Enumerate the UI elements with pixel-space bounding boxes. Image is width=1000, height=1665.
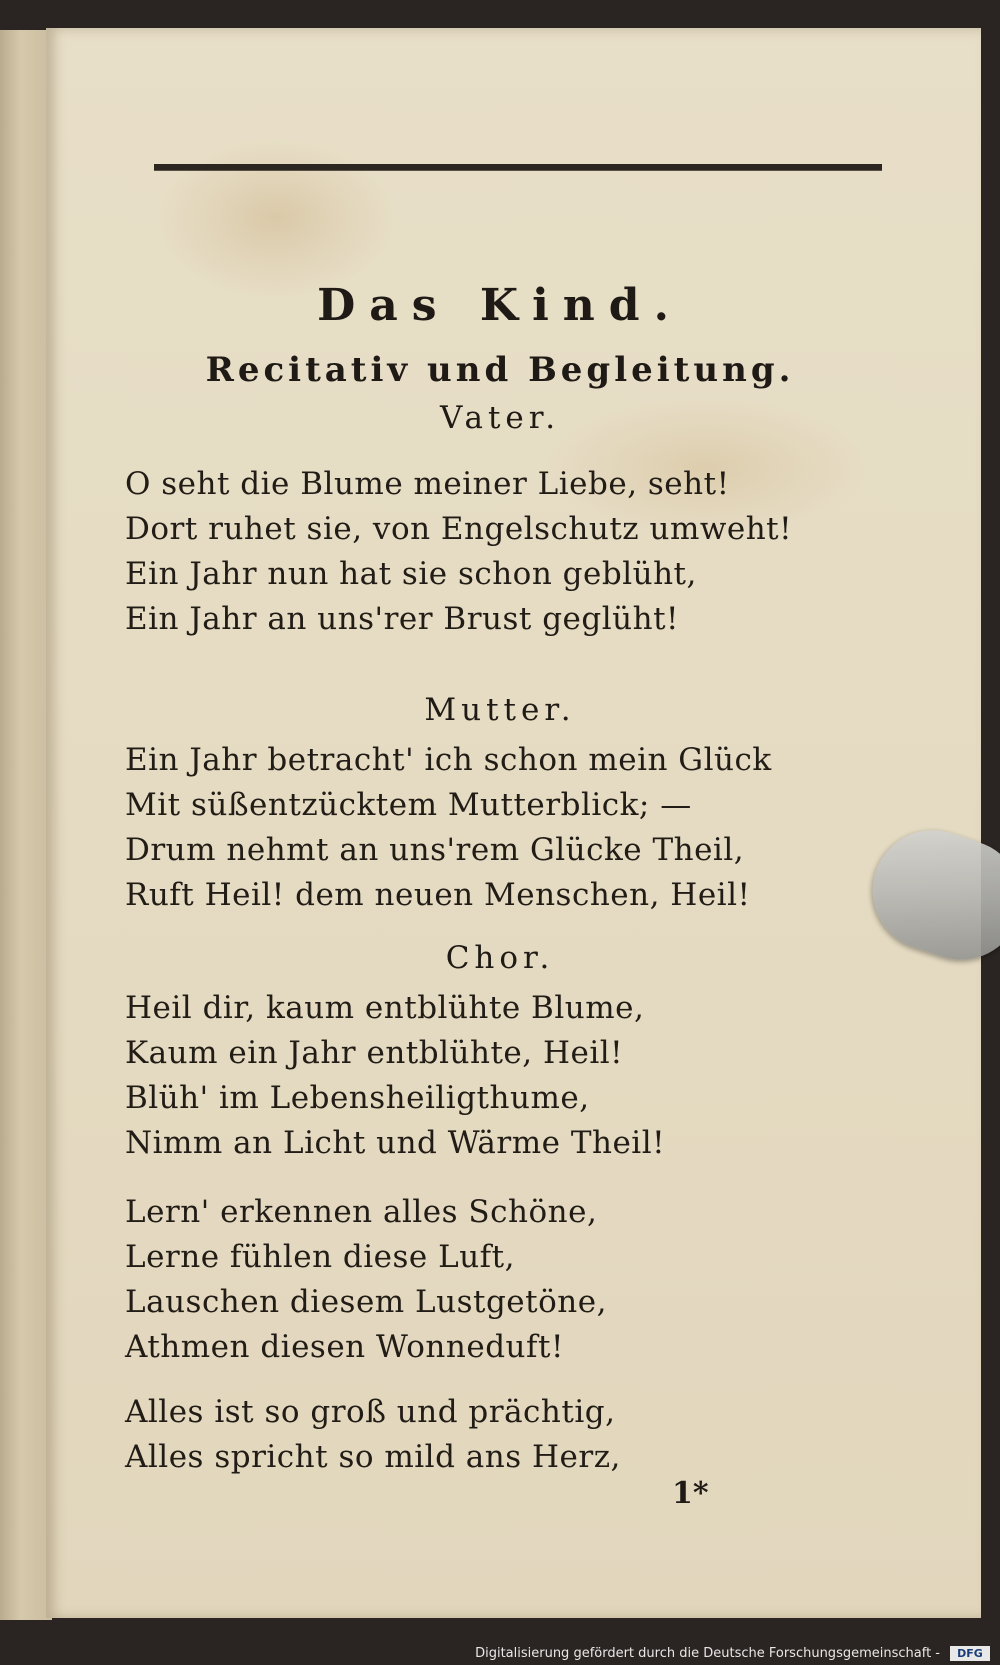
page-number: 1* <box>672 1476 709 1511</box>
verse-line: O seht die Blume meiner Liebe, seht! <box>125 466 730 502</box>
stanza-chor-3 <box>125 1390 845 1480</box>
verse-line: Heil dir, kaum entblühte Blume, <box>125 990 645 1026</box>
verse-line: Blüh' im Lebensheiligthume, <box>125 1080 590 1116</box>
verse-line: Ruft Heil! dem neuen Menschen, Heil! <box>125 877 751 913</box>
verse-line: Mit süßentzücktem Mutterblick; — <box>125 787 692 823</box>
poem-subtitle: Recitativ und Begleitung. <box>205 350 795 390</box>
left-page-edge <box>0 30 52 1620</box>
verse-line: Dort ruhet sie, von Engelschutz umweht! <box>125 511 793 547</box>
digitization-credit: Digitalisierung gefördert durch die Deutsche Forschungsgemeinschaft - <box>475 1646 940 1661</box>
stanza-mutter <box>125 738 845 918</box>
verse-line: Alles spricht so mild ans Herz, <box>125 1439 621 1475</box>
verse-line: Ein Jahr nun hat sie schon geblüht, <box>125 556 697 592</box>
verse-line: Drum nehmt an uns'rem Glücke Theil, <box>125 832 745 868</box>
verse-line: Athmen diesen Wonneduft! <box>125 1329 564 1365</box>
verse-line: Ein Jahr an uns'rer Brust geglüht! <box>125 601 679 637</box>
verse-line: Lerne fühlen diese Luft, <box>125 1239 515 1275</box>
verse-line: Alles ist so groß und prächtig, <box>125 1394 616 1430</box>
dfg-logo: DFG <box>950 1646 990 1661</box>
stanza-vater <box>125 462 845 642</box>
speaker-chor: Chor. <box>445 940 555 976</box>
verse-line: Nimm an Licht und Wärme Theil! <box>125 1125 666 1161</box>
header-rule <box>154 164 882 171</box>
stanza-chor-2 <box>125 1190 845 1370</box>
speaker-mutter: Mutter. <box>424 692 576 728</box>
stanza-chor <box>125 986 845 1166</box>
verse-line: Kaum ein Jahr entblühte, Heil! <box>125 1035 624 1071</box>
poem-title: Das Kind. <box>317 280 683 331</box>
verse-line: Lern' erkennen alles Schöne, <box>125 1194 598 1230</box>
verse-line: Ein Jahr betracht' ich schon mein Glück <box>125 742 772 778</box>
verse-line: Lauschen diesem Lustgetöne, <box>125 1284 607 1320</box>
speaker-vater: Vater. <box>439 400 561 436</box>
